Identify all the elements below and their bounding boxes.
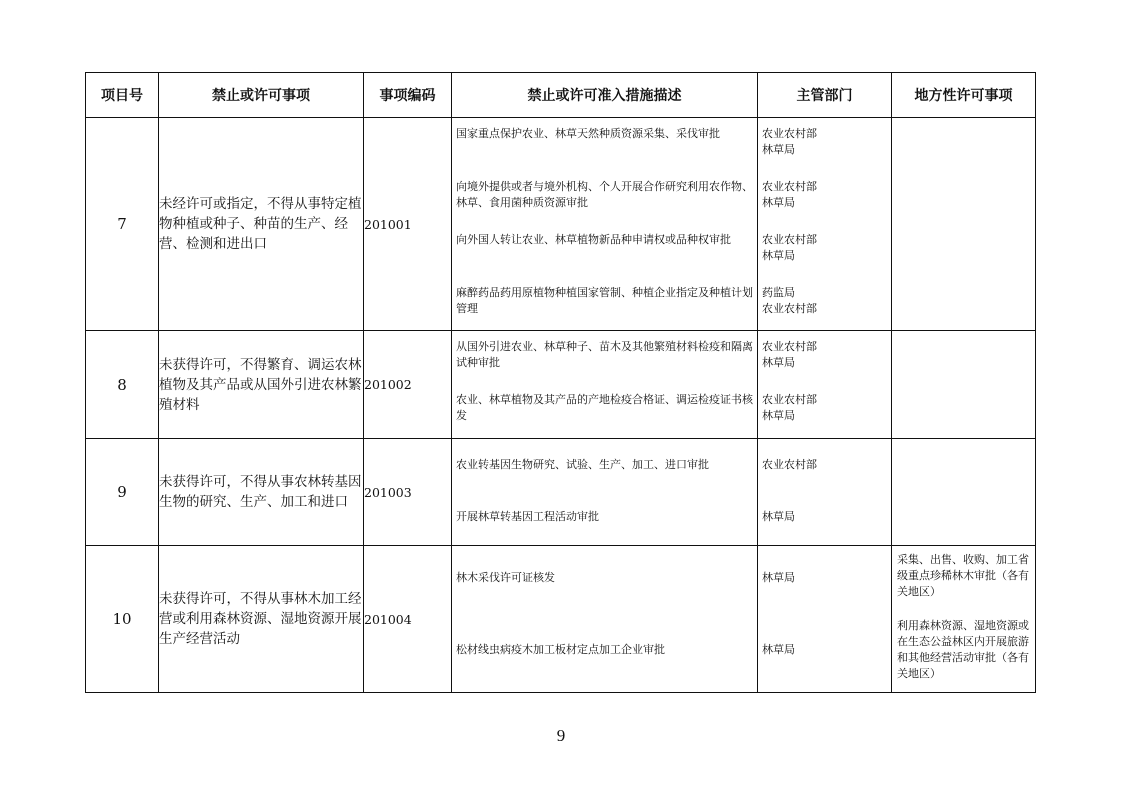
table-row (86, 546, 1036, 693)
permit-table (85, 72, 1036, 693)
header-item: 禁止或许可事项 (159, 73, 364, 118)
measure-cell (452, 439, 758, 546)
row-item: 未经许可或指定，不得从事特定植物种植或种子、种苗的生产、经营、检测和进出口 (159, 118, 364, 331)
row-item: 未获得许可，不得从事农林转基因生物的研究、生产、加工和进口 (159, 439, 364, 546)
row-number: 9 (86, 439, 159, 546)
row-code: 201003 (364, 439, 452, 546)
measure-desc: 向外国人转让农业、林草植物新品种申请权或品种权审批 (456, 233, 731, 246)
row-number: 10 (86, 546, 159, 693)
measure-cell (452, 331, 758, 439)
row-number: 8 (86, 331, 159, 439)
measure-desc: 农业转基因生物研究、试验、生产、加工、进口审批 (456, 458, 709, 471)
measure-desc: 向境外提供或者与境外机构、个人开展合作研究利用农作物、林草、食用菌种质资源审批 (456, 180, 753, 209)
measure-desc: 开展林草转基因工程活动审批 (456, 510, 599, 523)
header-department: 主管部门 (758, 73, 892, 118)
row-item: 未获得许可，不得繁育、调运农林植物及其产品或从国外引进农林繁殖材料 (159, 331, 364, 439)
department: 农业农村部 林草局 (762, 180, 817, 209)
local-item: 利用森林资源、湿地资源或在生态公益林区内开展旅游和其他经营活动审批（各有关地区） (897, 619, 1029, 680)
local-cell (892, 118, 1036, 331)
department-cell (758, 331, 892, 439)
page-number: 9 (556, 726, 566, 745)
department-cell (758, 546, 892, 693)
row-code: 201004 (364, 546, 452, 693)
row-code: 201001 (364, 118, 452, 331)
row-number: 7 (86, 118, 159, 331)
header-code: 事项编码 (364, 73, 452, 118)
row-item: 未获得许可，不得从事林木加工经营或利用森林资源、湿地资源开展生产经营活动 (159, 546, 364, 693)
local-cell (892, 546, 1036, 693)
measure-desc: 国家重点保护农业、林草天然种质资源采集、采伐审批 (456, 127, 720, 140)
measure-desc: 麻醉药品药用原植物种植国家管制、种植企业指定及种植计划管理 (456, 286, 753, 315)
header-local: 地方性许可事项 (892, 73, 1036, 118)
table-row (86, 331, 1036, 439)
department: 农业农村部 (762, 458, 817, 471)
department-cell (758, 439, 892, 546)
measure-desc: 松材线虫病疫木加工板材定点加工企业审批 (456, 643, 665, 656)
row-code: 201002 (364, 331, 452, 439)
header-measure: 禁止或许可准入措施描述 (452, 73, 758, 118)
department: 林草局 (762, 571, 795, 584)
department: 农业农村部 林草局 (762, 127, 817, 156)
department: 林草局 (762, 643, 795, 656)
department: 农业农村部 林草局 (762, 393, 817, 422)
measure-desc: 从国外引进农业、林草种子、苗木及其他繁殖材料检疫和隔离试种审批 (456, 340, 753, 369)
measure-desc: 林木采伐许可证核发 (456, 571, 555, 584)
header-item-number: 项目号 (86, 73, 159, 118)
measure-cell (452, 546, 758, 693)
measure-cell (452, 118, 758, 331)
department-cell (758, 118, 892, 331)
table-row (86, 118, 1036, 331)
department: 药监局 农业农村部 (762, 286, 817, 315)
department: 农业农村部 林草局 (762, 340, 817, 369)
local-cell (892, 439, 1036, 546)
local-item: 采集、出售、收购、加工省级重点珍稀林木审批（各有关地区） (897, 553, 1029, 598)
table-row (86, 439, 1036, 546)
local-cell (892, 331, 1036, 439)
department: 农业农村部 林草局 (762, 233, 817, 262)
measure-desc: 农业、林草植物及其产品的产地检疫合格证、调运检疫证书核发 (456, 393, 753, 422)
department: 林草局 (762, 510, 795, 523)
header-row (86, 73, 1036, 118)
